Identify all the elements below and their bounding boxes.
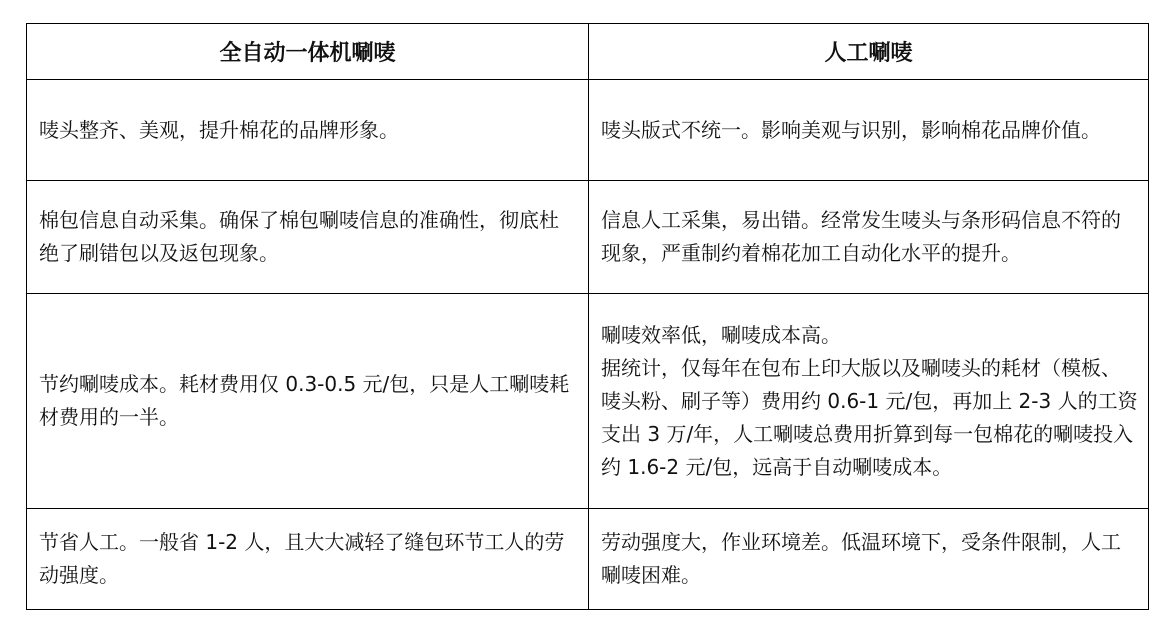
cell-text: 节约唰唛成本。耗材费用仅 0.3-0.5 元/包，只是人工唰唛耗材费用的一半。 — [39, 372, 570, 429]
table-cell-auto — [27, 80, 589, 181]
table-cell-auto — [27, 294, 589, 509]
table-cell-manual — [589, 294, 1149, 509]
header-auto-marking: 全自动一体机唰唛 — [27, 24, 589, 80]
table-cell-manual — [589, 509, 1149, 610]
table-row — [27, 80, 1149, 181]
cell-text: 信息人工采集，易出错。经常发生唛头与条形码信息不符的现象，严重制约着棉花加工自动化水平的提升。 — [601, 208, 1121, 265]
table-cell-manual — [589, 80, 1149, 181]
table-cell-auto — [27, 181, 589, 294]
table-row — [27, 294, 1149, 509]
cell-text: 节省人工。一般省 1-2 人，且大大减轻了缝包环节工人的劳动强度。 — [39, 530, 565, 587]
cell-text: 劳动强度大，作业环境差。低温环境下，受条件限制，人工唰唛困难。 — [601, 530, 1121, 587]
cell-text: 唛头版式不统一。影响美观与识别，影响棉花品牌价值。 — [601, 117, 1101, 142]
comparison-table — [26, 23, 1149, 610]
table-cell-auto — [27, 509, 589, 610]
cell-text: 唰唛效率低，唰唛成本高。 据统计，仅每年在包布上印大版以及唰唛头的耗材（模板、唛头粉、刷子等）费用约 0.6-1 元/包，再加上 2-3 人的工资支出 3 万/年，人工唰唛总费用折算到每一包棉花的唰唛投入约 1.6-2 元/包，远高于自动唰唛成本。 — [601, 322, 1138, 479]
table-cell-manual — [589, 181, 1149, 294]
table-row — [27, 509, 1149, 610]
cell-text: 唛头整齐、美观，提升棉花的品牌形象。 — [39, 117, 399, 142]
cell-text: 棉包信息自动采集。确保了棉包唰唛信息的准确性，彻底杜绝了刷错包以及返包现象。 — [39, 208, 559, 265]
header-manual-marking: 人工唰唛 — [589, 24, 1149, 80]
table-row — [27, 181, 1149, 294]
table-header — [27, 24, 1149, 80]
header-row — [27, 24, 1149, 80]
table-body — [27, 80, 1149, 610]
